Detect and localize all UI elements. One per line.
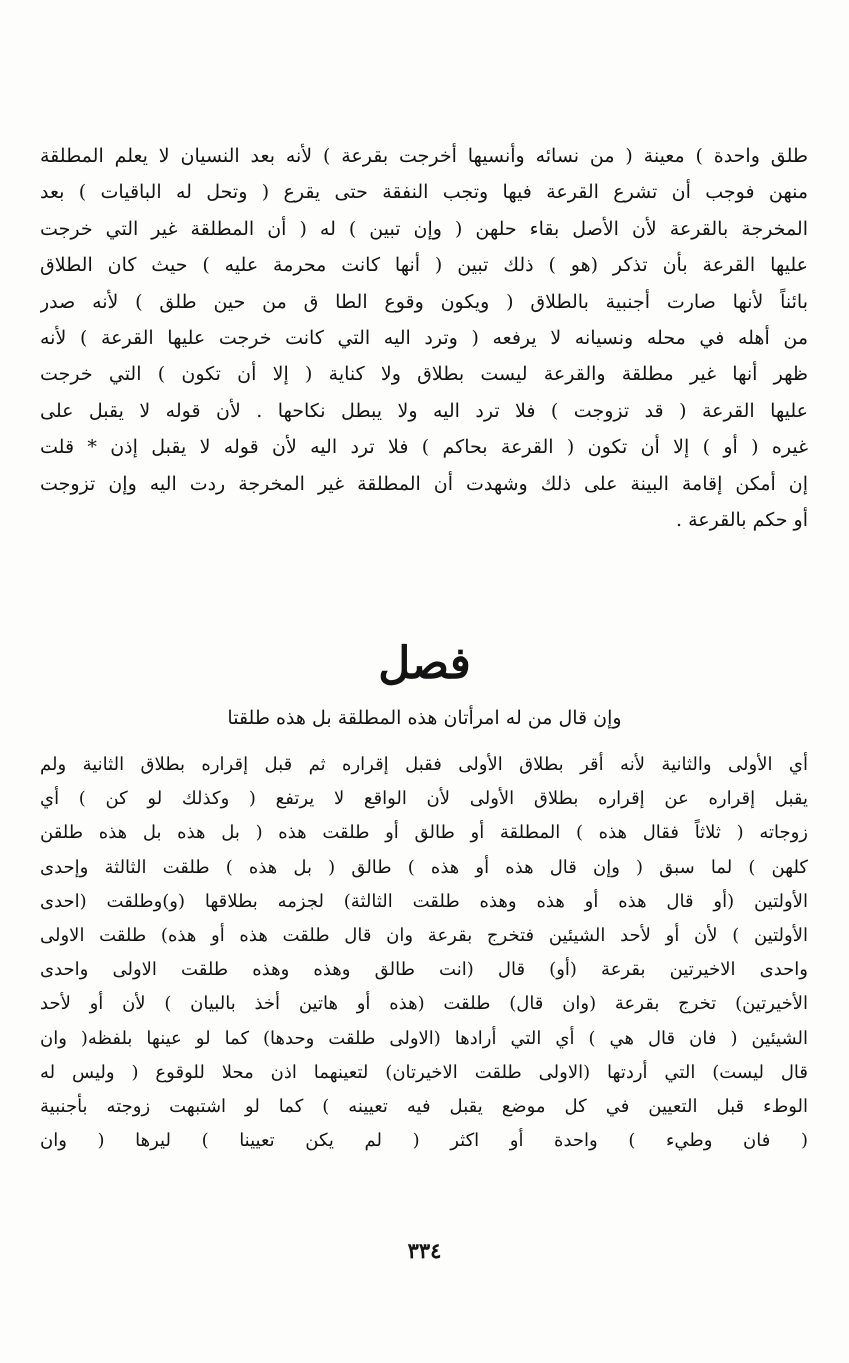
text-line: بائناً لأنها صارت أجنبية بالطلاق ( ويكون وقوع الطا ق من حين طلق ) لأنه صدر [40,290,808,313]
text-line: عليها القرعة ( قد تزوجت ) فلا ترد اليه ولا يبطل نكاحها . لأن قوله لا يقبل على [40,399,808,422]
text-line: زوجاته ( ثلاثاً فقال هذه ) المطلقة أو طالق أو طلقت هذه ( بل هذه بل هذه طلقن [40,822,808,844]
text-line: قال ليست) التي أردتها (الاولى طلقت الاخيرتان) لتعينهما اذن محلا للوقوع ( وليس له [40,1061,808,1083]
text-line: المخرجة بالقرعة لأن الأصل بقاء حلهن ( وإن تبين ) له ( أن المطلقة غير التي خرجت [40,217,808,240]
text-line: الأخيرتين) تخرج بقرعة (وان قال) طلقت (هذه أو هاتين أخذ بالبيان ) لأن أو لأحد [40,993,808,1015]
commentary-paragraph [40,748,808,1158]
text-line: عليها القرعة بأن تذكر (هو ) ذلك تبين ( أنها كانت محرمة عليه ) حيث كان الطلاق [40,254,808,277]
text-line: من أهله في محله ونسيانه لا يرفعه ( وترد اليه التي كانت خرجت عليها القرعة ) لأنه [40,326,808,349]
text-line: أو حكم بالقرعة . [676,508,808,531]
text-line: يقبل إقراره عن إقراره بطلاق الأولى لأن الواقع لا يرتفع ( وكذلك لو كن ) أي [40,788,808,810]
text-line: ( فان وطيء ) واحدة أو اكثر ( لم يكن تعيينا ) ليرها ( وان [40,1130,808,1152]
text-line: منهن فوجب أن تشرع القرعة فيها وتجب النفقة حتى يقرع ( وتحل له الباقيات ) بعد [40,181,808,204]
text-line: ظهر أنها غير مطلقة والقرعة ليست بطلاق ولا كناية ( إلا أن تكون ) التي خرجت [40,363,808,386]
commentary-paragraph [40,138,808,538]
text-line: الأولتين (أو قال هذه أو هذه وهذه طلقت الثالثة) لجزمه بطلاقها (و)وطلقت (احدى [40,890,808,912]
text-line: كلهن ) لما سبق ( وإن قال هذه أو هذه ) طالق ( بل هذه ) طلقت الثالثة وإحدى [40,856,808,878]
matn-line: وإن قال من له امرأتان هذه المطلقة بل هذه طلقتا [227,707,622,729]
text-line: غيره ( أو ) إلا أن تكون ( القرعة بحاكم ) فلا ترد اليه لأن قوله لا يقبل إذن * قلت [40,436,808,459]
page-number: ٣٣٤ [407,1238,442,1263]
text-line: إن أمكن إقامة البينة على ذلك وشهدت أن المطلقة غير المخرجة ردت اليه وإن تزوجت [40,472,808,495]
text-line: واحدى الاخيرتين بقرعة (أو) قال (انت طالق وهذه وهذه طلقت الاولى واحدى [40,959,808,981]
text-line: طلق واحدة ) معينة ( من نسائه وأنسيها أخرجت بقرعة ) لأنه بعد النسيان لا يعلم المطلقة [40,145,808,167]
section-heading: فصل [378,638,471,689]
text-line: أي الأولى والثانية لأنه أقر بطلاق الأولى فقبل إقراره ثم قبل إقراره بطلاق الثانية ولم [40,754,808,775]
text-line: الأولتين ) لأن أو لأحد الشيئين فتخرج بقرعة وان قال طلقت هذه أو هذه) طلقت الاولى [40,924,808,946]
text-line: الوطء قبل التعيين في كل موضع يقبل فيه تعيينه ) كما لو اشتبهت زوجته بأجنبية [40,1095,808,1117]
text-line: الشيئين ( فان قال هي ) أي التي أرادها (الاولى طلقت وحدها) كما لو عينها بلفظه( وان [40,1027,808,1049]
